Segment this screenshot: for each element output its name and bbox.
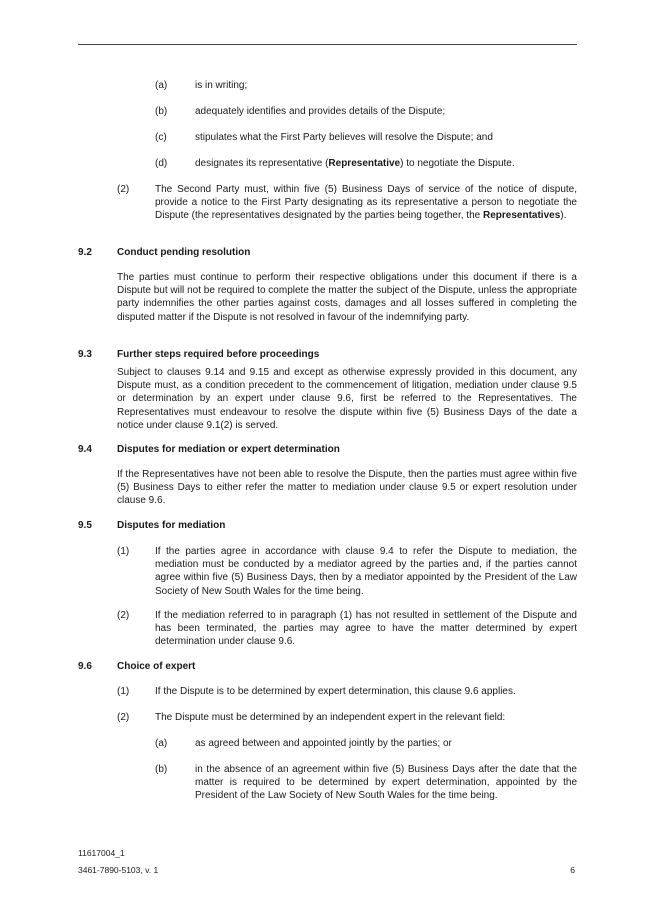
sub-item-text-9-6-b: in the absence of an agreement within five (5) Business Days after the date that the matter is required to be determined by expert determination, appointed by the President of the Law Society of New South Wales for the time being. [195,764,577,802]
sub-item-text-b: adequately identifies and provides details of the Dispute; [195,106,446,117]
sub-item-text-9-6-a: as agreed between and appointed jointly by the parties; or [195,738,452,749]
item-label-9-5-1: (1) [117,546,130,557]
clause-text-9-2: The parties must continue to perform their respective obligations under this document if there is a Dispute but will not be required to complete the matter the subject of the Dispute, unless the appropriate party indemnifies the other parties against costs, damages and all losses suffered in completing the disputed matter if the Dispute is not resolved in favour of the indemnifying party. [117,272,577,323]
item-text-9-6-1: If the Dispute is to be determined by expert determination, this clause 9.6 applies. [155,686,516,697]
defined-term-representative: Representative [328,158,401,169]
clause-number-9-6: 9.6 [78,661,92,672]
clause-number-9-4: 9.4 [78,444,92,455]
clause-title-9-4: Disputes for mediation or expert determination [117,444,340,455]
clause-title-9-3: Further steps required before proceedings [117,349,320,360]
sub-item-label-a: (a) [155,80,168,91]
sub-item-label-d: (d) [155,158,168,169]
sub-item-text-c: stipulates what the First Party believes will resolve the Dispute; and [195,132,493,143]
clause-number-9-2: 9.2 [78,247,92,258]
sub-item-label-b: (b) [155,106,168,117]
item-text-9-5-1: If the parties agree in accordance with clause 9.4 to refer the Dispute to mediation, the mediation must be conducted by a mediator agreed by the parties and, if the parties cannot agree within five (5) Business Days, then by a mediator appointed by the President of the Law Society of New South Wales for the time being. [155,546,577,597]
footer-page-number: 6 [570,865,575,875]
item-label-9-6-2: (2) [117,712,130,723]
item-text-9-5-2: If the mediation referred to in paragraph (1) has not resulted in settlement of the Dispute and has been terminated, the parties may agree to have the matter determined by expert determination under clause 9.6. [155,610,577,648]
sub-item-label-9-6-a: (a) [155,738,168,749]
item-text-2: The Second Party must, within five (5) Business Days of service of the notice of dispute, provide a notice to the First Party designating as its representative a person to negotiate the Dispute (the representatives designated by the parties being together, the Representatives). [155,184,577,222]
clause-title-9-6: Choice of expert [117,661,196,672]
clause-text-9-3: Subject to clauses 9.14 and 9.15 and except as otherwise expressly provided in this document, any Dispute must, as a condition precedent to the commencement of litigation, mediation under clause 9.5 or determination by an expert under clause 9.6, first be referred to the Representatives. The Representatives must endeavour to resolve the dispute within five (5) Business Days of the date a notice under clause 9.1(2) is served. [117,367,577,431]
footer-version-ref: 3461-7890-5103, v. 1 [78,865,159,875]
item-text-9-6-2: The Dispute must be determined by an independent expert in the relevant field: [155,712,506,723]
clause-number-9-3: 9.3 [78,349,92,360]
sub-item-label-9-6-b: (b) [155,764,168,775]
defined-term-representatives: Representatives [483,210,561,222]
clause-title-9-5: Disputes for mediation [117,520,226,531]
sub-item-text-a: is in writing; [195,80,248,91]
item-label-9-6-1: (1) [117,686,130,697]
item-label-2: (2) [117,184,130,195]
item-label-9-5-2: (2) [117,610,130,621]
sub-item-text-d: designates its representative (Representative) to negotiate the Dispute. [195,158,515,169]
footer-doc-id: 11617004_1 [78,848,125,858]
clause-text-9-4: If the Representatives have not been able to resolve the Dispute, then the parties must agree within five (5) Business Days to either refer the matter to mediation under clause 9.5 or expert resolution under clause 9.6. [117,469,577,507]
clause-title-9-2: Conduct pending resolution [117,247,251,258]
clause-number-9-5: 9.5 [78,520,92,531]
header-rule [78,44,577,45]
sub-item-label-c: (c) [155,132,167,143]
